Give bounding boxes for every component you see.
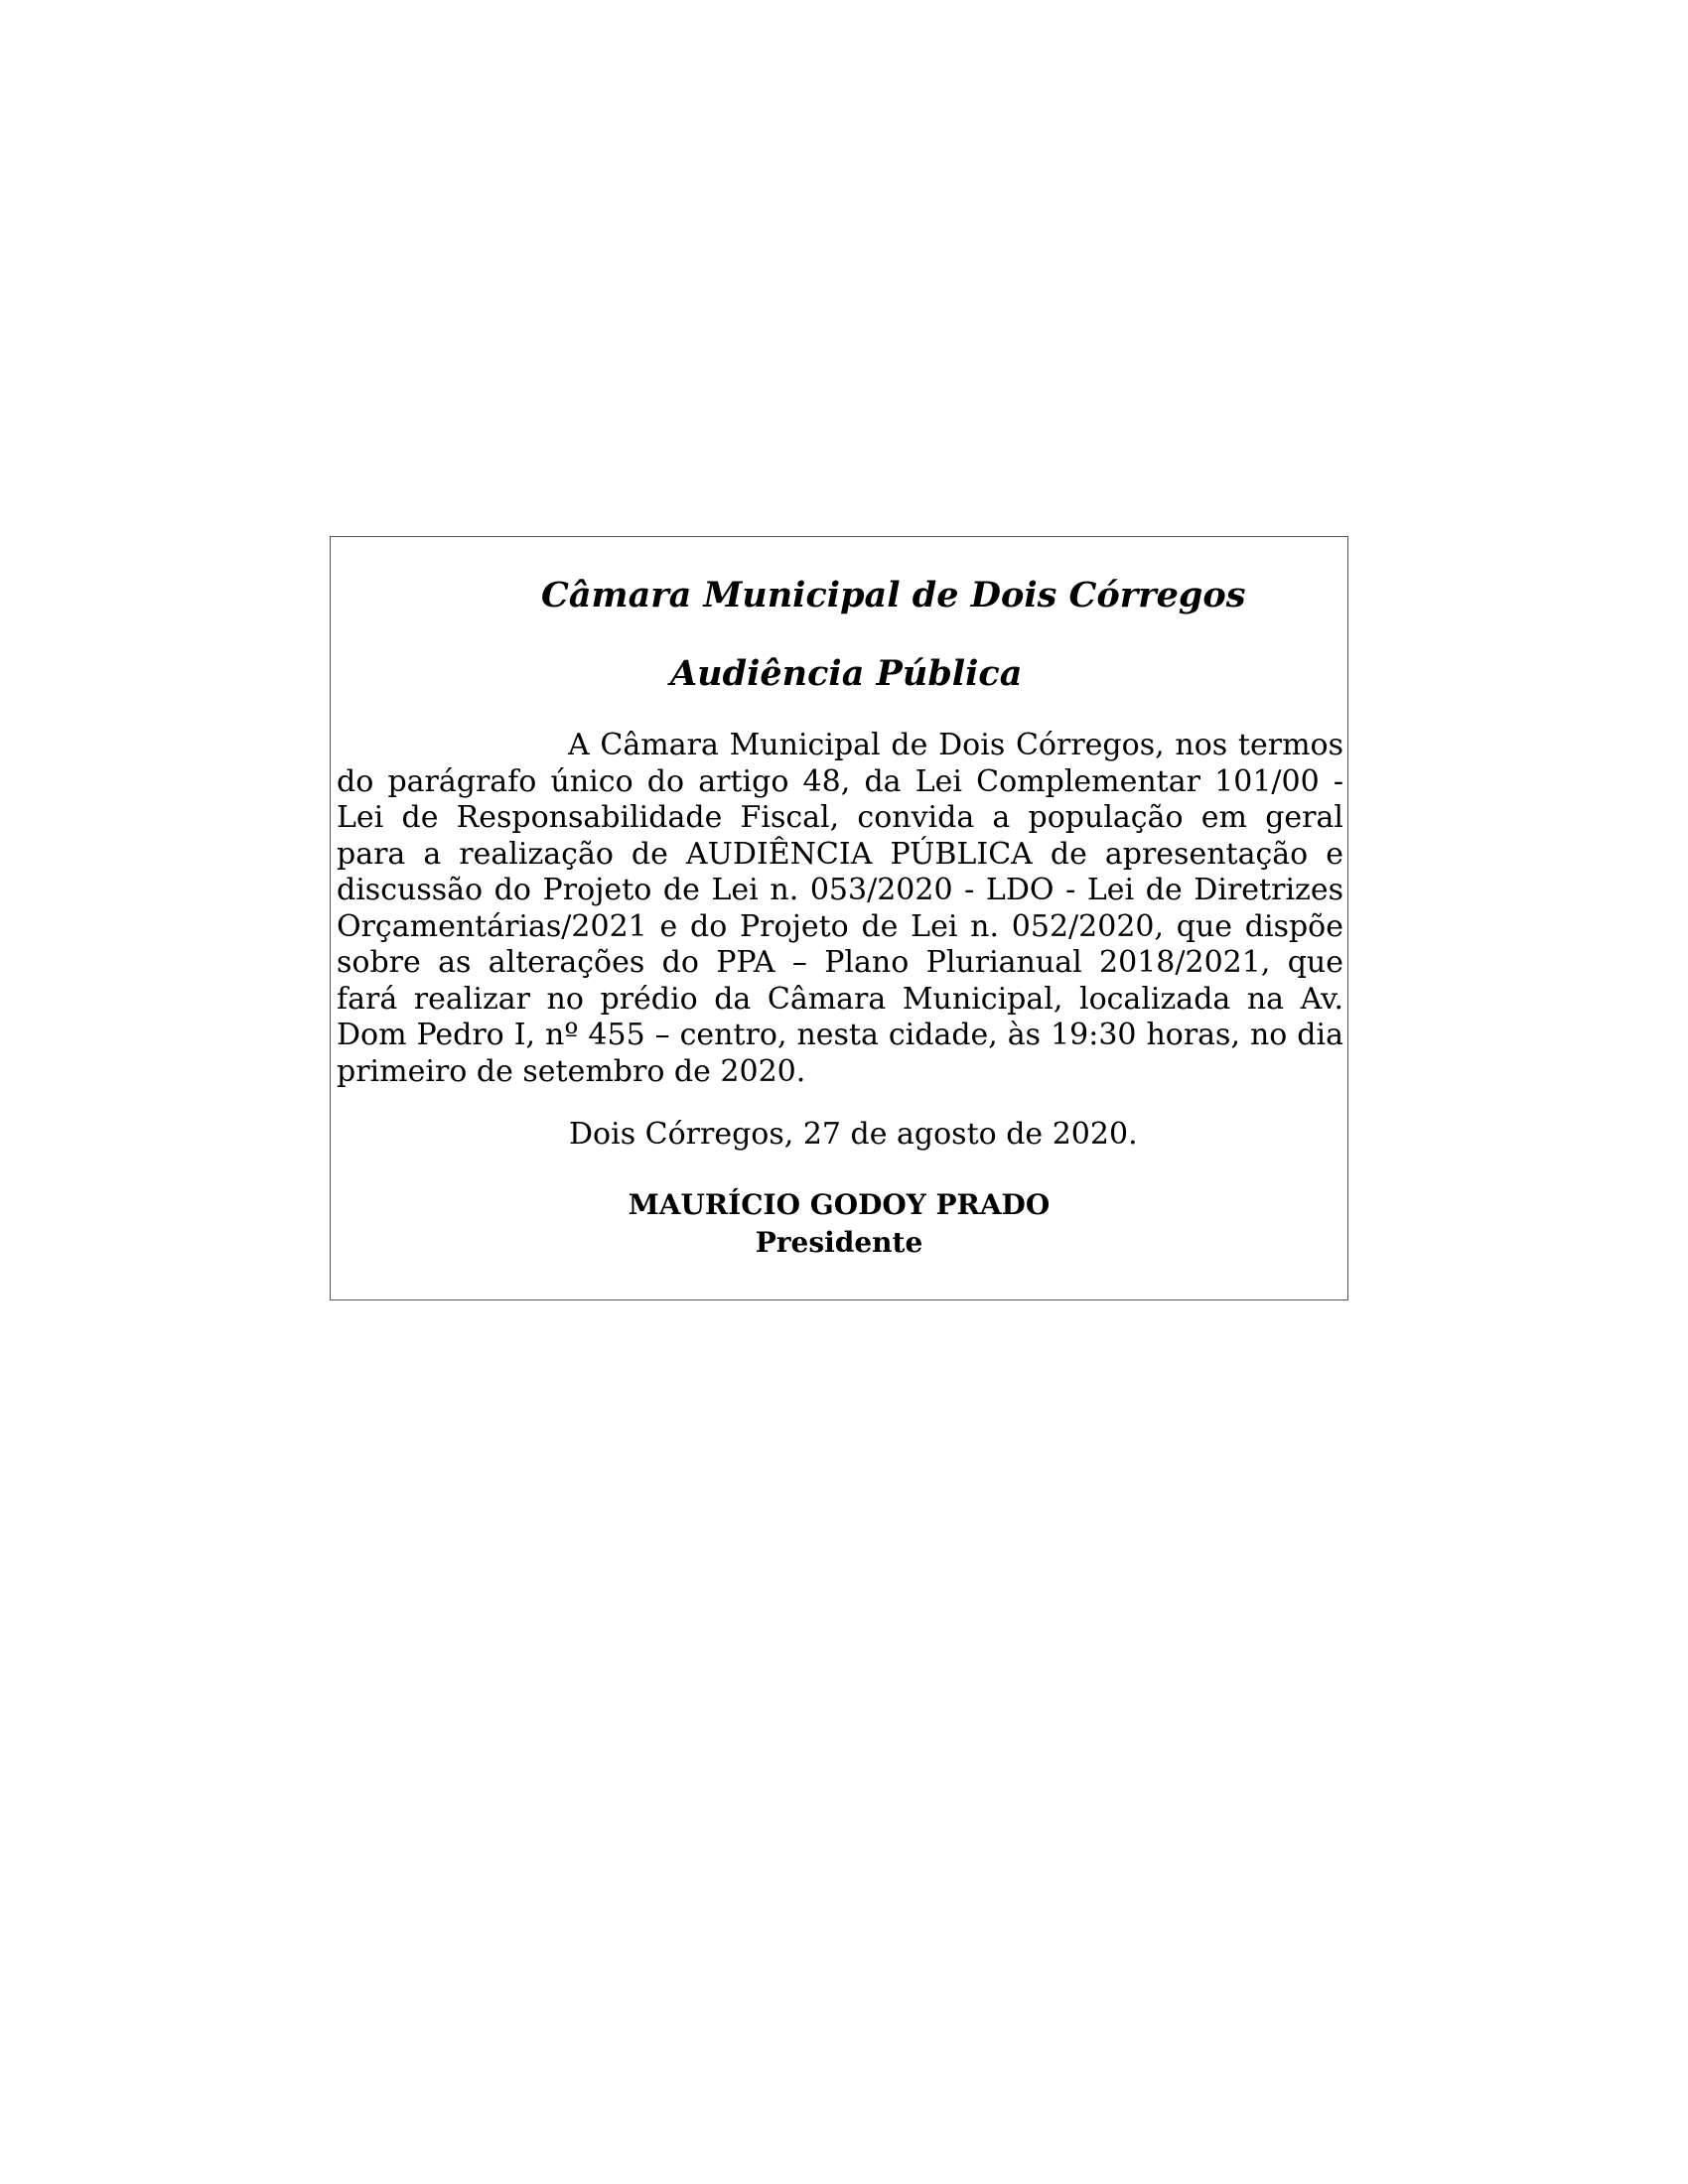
notice-body: A Câmara Municipal de Dois Córregos, nos termos do parágrafo único do artigo 48, da Lei Complementar 101/00 - Lei de Responsabilidade Fiscal, convida a população em geral para a realização de AUDIÊNCIA PÚBLICA de apresentação e discussão do Projeto de Lei n. 053/2020 - LDO - Lei de Diretrizes Orçamentárias/2021 e do Projeto de Lei n. 052/2020, que dispõe sobre as alterações do PPA – Plano Plurianual 2018/2021, que fará realizar no prédio da Câmara Municipal, localizada na Av. Dom Pedro I, nº 455 – centro, nesta cidade, às 19:30 horas, no dia primeiro de setembro de 2020. <box>337 728 1343 1089</box>
signer-role: Presidente <box>755 1226 923 1259</box>
organization-title: Câmara Municipal de Dois Córregos <box>541 575 1246 615</box>
date-line: Dois Córregos, 27 de agosto de 2020. <box>569 1117 1138 1152</box>
notice-title: Audiência Pública <box>670 653 1023 694</box>
signer-name: MAURÍCIO GODOY PRADO <box>628 1188 1051 1221</box>
public-hearing-notice <box>330 536 1348 1300</box>
